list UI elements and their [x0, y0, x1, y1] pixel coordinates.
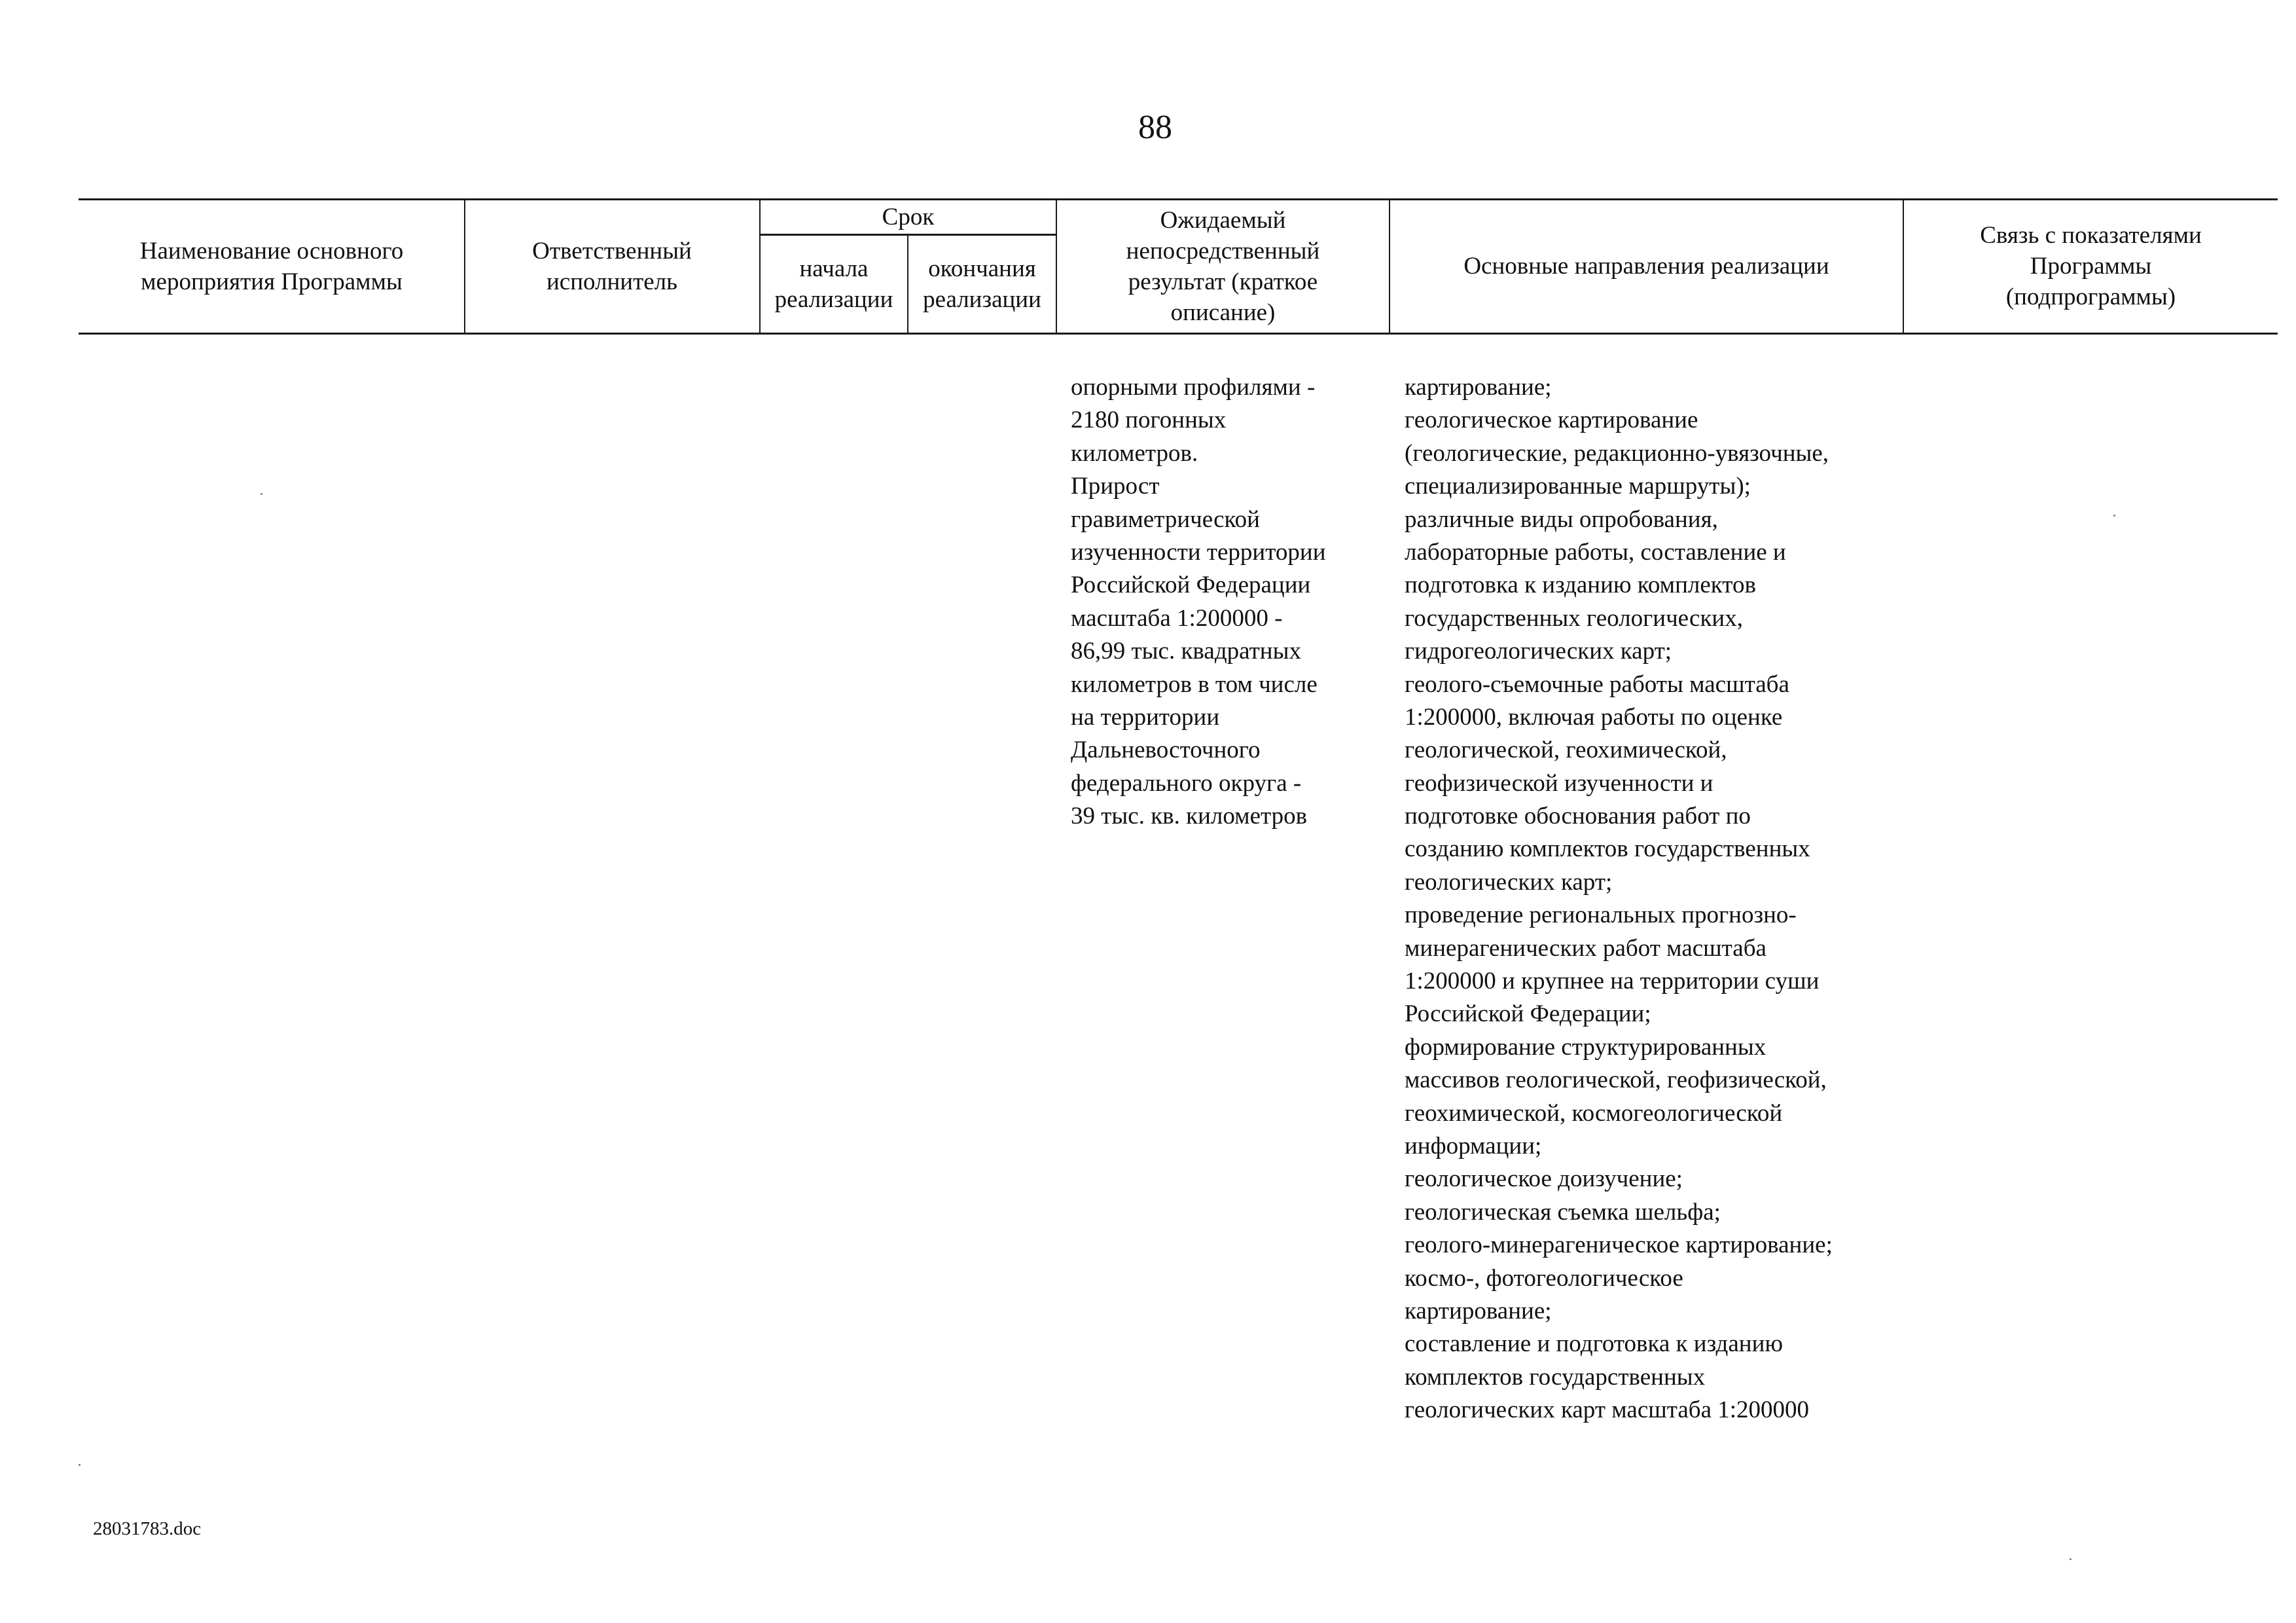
directions-line: массивов геологической, геофизической, — [1405, 1067, 1827, 1094]
expected-result-line: изученности территории — [1071, 538, 1326, 566]
directions-line: созданию комплектов государственных — [1405, 835, 1810, 863]
directions-line: геологическое доизучение; — [1405, 1165, 1683, 1193]
directions-line: проведение региональных прогнозно- — [1405, 902, 1797, 929]
footer-filename: 28031783.doc — [93, 1518, 202, 1539]
header-term-start — [761, 236, 907, 333]
expected-result-line: Дальневосточного — [1071, 737, 1261, 764]
directions-line: комплектов государственных — [1405, 1363, 1706, 1391]
expected-result-line: федерального округа - — [1071, 769, 1302, 797]
expected-result-line: гравиметрической — [1071, 505, 1260, 533]
header-directions — [1390, 200, 1903, 333]
directions-line: информации; — [1405, 1132, 1542, 1159]
header-link — [1904, 200, 2278, 333]
expected-result-line: Российской Федерации — [1071, 572, 1311, 599]
directions-line: государственных геологических, — [1405, 604, 1743, 632]
header-link-text: Связь с показателями Программы (подпрограммы) — [1980, 222, 2202, 310]
scan-speck — [2070, 1558, 2072, 1560]
expected-result-line: 2180 погонных — [1071, 407, 1227, 434]
expected-result-line: 39 тыс. кв. километров — [1071, 803, 1308, 830]
header-name-text: Наименование основного мероприятия Программы — [139, 237, 404, 295]
directions-line: картирование; — [1405, 1297, 1552, 1324]
directions-cell — [1405, 371, 1833, 1427]
header-responsible — [511, 200, 713, 333]
directions-line: специализированные маршруты); — [1405, 473, 1751, 500]
expected-result-line: километров в том числе — [1071, 670, 1318, 698]
expected-result-cell — [1071, 371, 1326, 833]
header-directions-text: Основные направления реализации — [1463, 253, 1829, 280]
header-expected-result-text: Ожидаемый непосредственный результат (краткое описание) — [1126, 206, 1320, 326]
directions-line: 1:200000, включая работы по оценке — [1405, 703, 1783, 731]
directions-line: составление и подготовка к изданию — [1405, 1330, 1784, 1358]
expected-result-line: километров. — [1071, 439, 1198, 467]
header-responsible-text: Ответственный исполнитель — [532, 237, 692, 295]
expected-result-line: на территории — [1071, 703, 1220, 731]
directions-line: геолого-минерагеническое картирование; — [1405, 1231, 1833, 1259]
directions-line: геологическая съемка шельфа; — [1405, 1198, 1721, 1226]
directions-line: (геологические, редакционно-увязочные, — [1405, 439, 1829, 467]
column-divider-1 — [464, 198, 465, 334]
header-term-text: Срок — [882, 203, 935, 230]
directions-line: космо-, фотогеологическое — [1405, 1264, 1683, 1292]
directions-line: геологических карт масштаба 1:200000 — [1405, 1396, 1810, 1424]
directions-line: геологическое картирование — [1405, 407, 1698, 434]
directions-line: подготовка к изданию комплектов — [1405, 572, 1756, 599]
directions-line: геологических карт; — [1405, 868, 1613, 896]
directions-line: геолого-съемочные работы масштаба — [1405, 670, 1789, 698]
header-name — [88, 200, 455, 333]
expected-result-line: 86,99 тыс. квадратных — [1071, 638, 1301, 665]
scan-speck — [2113, 515, 2115, 517]
expected-result-line: масштаба 1:200000 - — [1071, 604, 1283, 632]
table-header-bottom-border — [79, 333, 2278, 335]
expected-result-line: опорными профилями - — [1071, 374, 1316, 401]
directions-line: геохимической, космогеологической — [1405, 1099, 1783, 1127]
header-term-end-text: окончания реализации — [923, 255, 1041, 313]
scan-speck — [260, 493, 262, 495]
directions-line: формирование структурированных — [1405, 1033, 1767, 1061]
directions-line: геофизической изученности и — [1405, 769, 1713, 797]
directions-line: гидрогеологических карт; — [1405, 638, 1672, 665]
directions-line: различные виды опробования, — [1405, 505, 1718, 533]
page-number: 88 — [1138, 109, 1172, 146]
directions-line: минерагенических работ масштаба — [1405, 934, 1767, 962]
header-term-start-text: начала реализации — [774, 255, 893, 313]
directions-line: подготовке обоснования работ по — [1405, 803, 1751, 830]
header-expected-result — [1057, 200, 1389, 333]
expected-result-line: Прирост — [1071, 473, 1160, 500]
directions-line: Российской Федерации; — [1405, 1000, 1651, 1028]
directions-line: картирование; — [1405, 374, 1552, 401]
directions-line: 1:200000 и крупнее на территории суши — [1405, 968, 1820, 995]
header-term — [761, 200, 1056, 234]
directions-line: лабораторные работы, составление и — [1405, 538, 1786, 566]
scan-speck — [79, 1464, 81, 1466]
directions-line: геологической, геохимической, — [1405, 737, 1727, 764]
header-term-end — [908, 236, 1056, 333]
